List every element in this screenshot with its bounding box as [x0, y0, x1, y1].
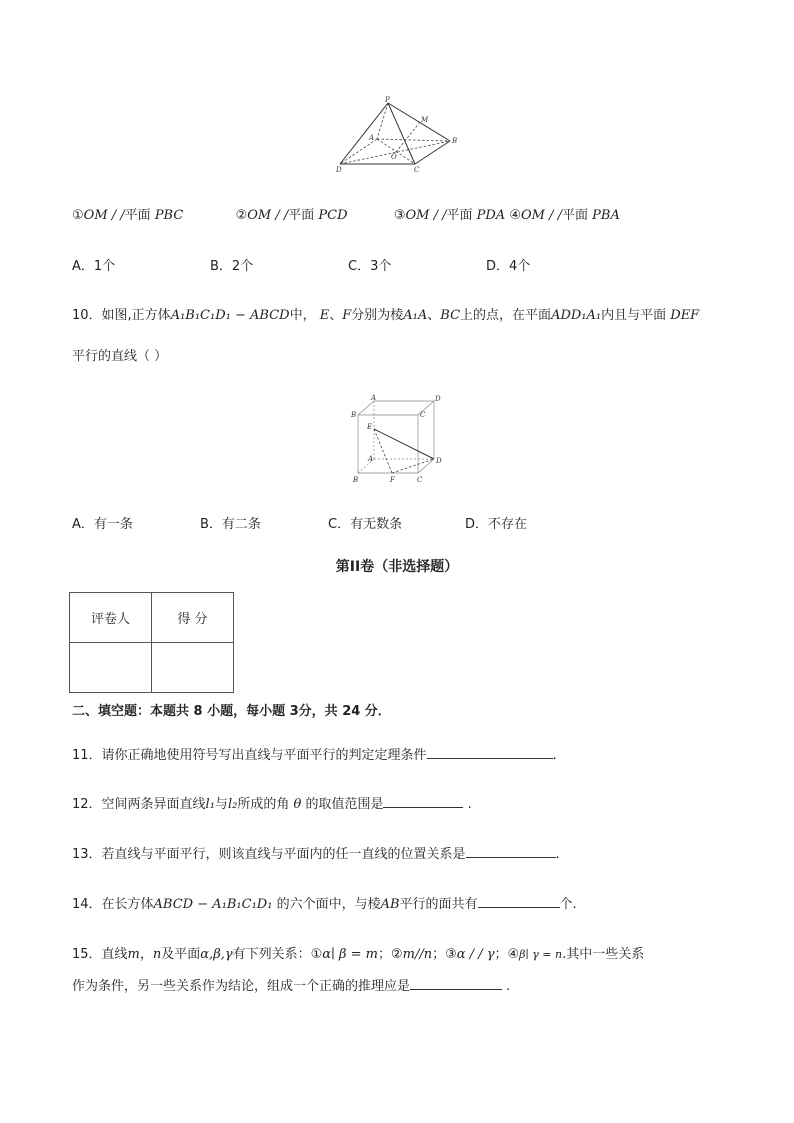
score-header-grader: 评卷人: [70, 593, 152, 643]
label-O: O: [391, 153, 397, 161]
q10-option-c[interactable]: C．有无数条: [328, 517, 403, 532]
label-M: M: [421, 116, 429, 124]
q12: 12．空间两条异面直线l₁与l₂所成的角 θ 的取值范围是 .: [72, 793, 472, 812]
q9-statements: [72, 204, 620, 223]
cube-label-B: B: [353, 476, 359, 484]
q15-line2: 作为条件，另一些关系作为结论，组成一个正确的推理应是 .: [72, 975, 510, 994]
cube-label-C: C: [417, 476, 423, 484]
statement-1: ①OM / /平面 PBC: [72, 208, 184, 223]
fill-in-heading: 二、填空题：本题共 8 小题，每小题 3分，共 24 分．: [72, 704, 391, 719]
score-table: [69, 592, 234, 693]
statement-3: ③OM / /平面 PDA: [393, 208, 506, 223]
q15-answer-blank[interactable]: [410, 975, 502, 990]
label-A: A: [369, 134, 375, 142]
q11-answer-blank[interactable]: [427, 744, 553, 759]
label-B: B: [452, 137, 458, 145]
cube-label-E: E: [367, 423, 373, 431]
label-D: D: [336, 166, 342, 174]
q10-text-line2: 平行的直线（ ）: [72, 349, 168, 364]
q9-option-a[interactable]: A．1个: [72, 259, 116, 274]
q10-option-b[interactable]: B．有二条: [200, 517, 261, 532]
q12-answer-blank[interactable]: [383, 793, 463, 808]
q13-answer-blank[interactable]: [466, 843, 556, 858]
label-P: P: [385, 96, 390, 104]
cube-label-C1: C: [420, 411, 426, 419]
q9-option-c[interactable]: C．3个: [348, 259, 392, 274]
cube-label-F: F: [390, 476, 395, 484]
q9-option-d[interactable]: D．4个: [486, 259, 531, 274]
q10-option-a[interactable]: A．有一条: [72, 517, 133, 532]
q14: 14．在长方体ABCD − A₁B₁C₁D₁ 的六个面中，与棱AB平行的面共有 个.: [72, 893, 577, 912]
q11: 11．请你正确地使用符号写出直线与平面平行的判定定理条件 .: [72, 744, 557, 763]
q13: 13．若直线与平面平行，则该直线与平面内的任一直线的位置关系是 .: [72, 843, 560, 862]
label-C: C: [414, 166, 420, 174]
cube-label-D1: D: [435, 395, 441, 403]
q9-option-b[interactable]: B．2个: [210, 259, 254, 274]
q14-answer-blank[interactable]: [478, 893, 560, 908]
cube-label-D: D: [436, 457, 442, 465]
cube-label-A1: A: [371, 394, 377, 402]
cube-label-A: A: [368, 455, 374, 463]
statement-4: ④OM / /平面 PBA: [509, 208, 620, 223]
q15-line1: 15．直线m，n及平面α,β,γ有下列关系：①α∣ β = m；②m//n；③α / / γ；④β∣ γ = n.其中一些关系: [72, 947, 645, 962]
cube-figure: [345, 393, 445, 485]
score-cell-score[interactable]: [152, 643, 234, 693]
cube-label-B1: B: [351, 411, 357, 419]
pyramid-figure: [330, 95, 465, 180]
score-cell-grader[interactable]: [70, 643, 152, 693]
q10-option-d[interactable]: D．不存在: [465, 517, 528, 532]
section-title: 第II卷（非选择题）: [335, 559, 459, 575]
score-header-score: 得 分: [152, 593, 234, 643]
q10-text: 10．如图,正方体A₁B₁C₁D₁ − ABCD中， E、F分别为棱A₁A、BC上的点，在平面ADD₁A₁内且与平面 DEF: [72, 308, 700, 323]
statement-2: ②OM / /平面 PCD: [235, 208, 348, 223]
